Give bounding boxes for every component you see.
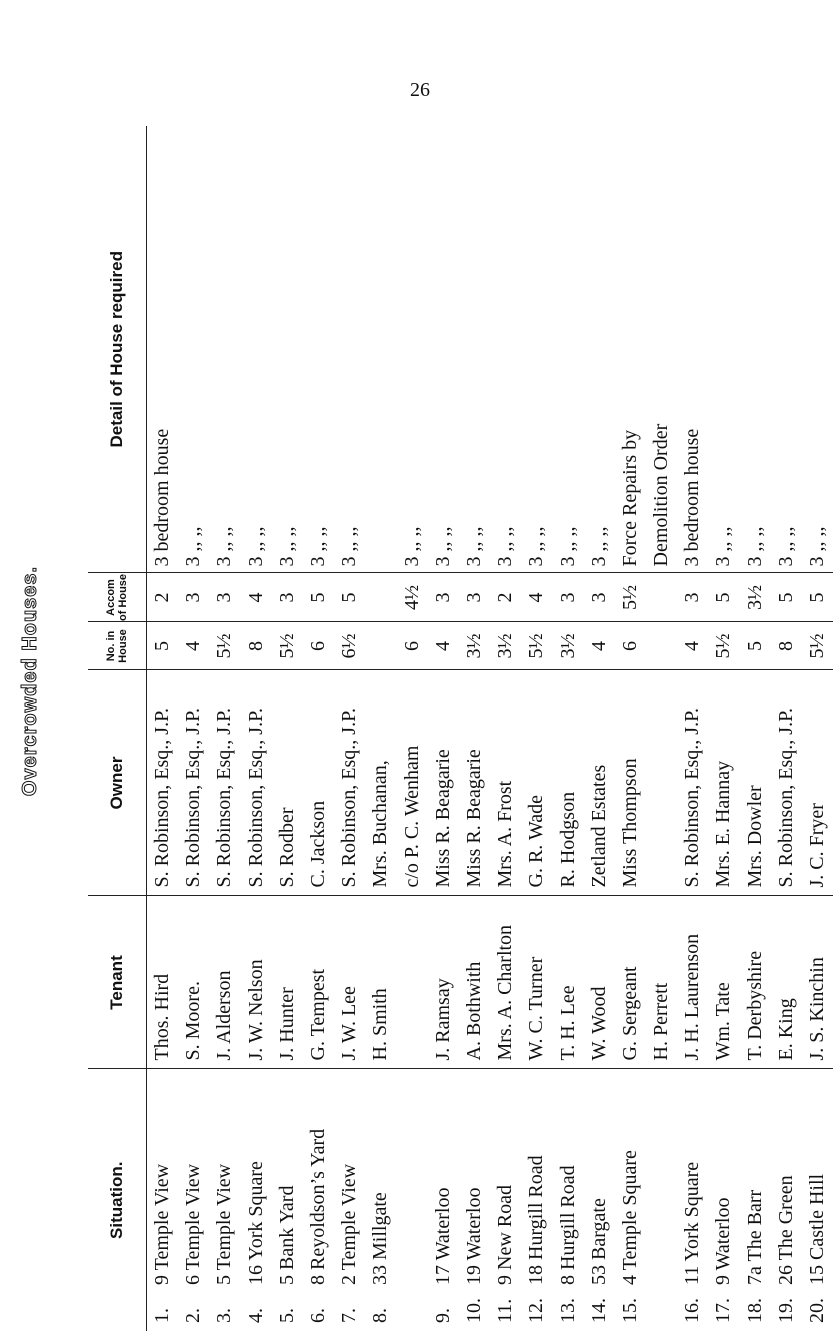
- accom-cell: 3: [178, 573, 209, 622]
- detail-cell: 3 ,, ,,: [396, 126, 427, 573]
- no-in-house-cell: 4: [427, 622, 458, 670]
- situation-text: 9 Temple View: [151, 1163, 174, 1285]
- detail-cell: 3 ,, ,,: [552, 126, 583, 573]
- table-row: [708, 126, 739, 1331]
- situation-cell: [240, 1069, 271, 1331]
- accom-cell: 2: [490, 573, 521, 622]
- accom-cell: 3: [427, 573, 458, 622]
- tenant-cell: J. W. Lee: [334, 896, 365, 1069]
- table-row: [147, 126, 178, 1331]
- situation-text: 17 Waterloo: [431, 1187, 454, 1285]
- detail-cell: 3 bedroom house: [147, 126, 178, 573]
- table-row: [490, 126, 521, 1331]
- accom-cell: 5: [801, 573, 832, 622]
- table-row: [583, 126, 614, 1331]
- owner-cell: R. Hodgson: [552, 670, 583, 896]
- table-row: [396, 126, 427, 1331]
- detail-cell: 3 ,, ,,: [490, 126, 521, 573]
- situation-cell: [552, 1069, 583, 1331]
- no-in-house-cell: 6½: [334, 622, 365, 670]
- detail-cell: 3 ,, ,,: [240, 126, 271, 573]
- header-tenant: Tenant: [88, 896, 147, 1069]
- table-row: [240, 126, 271, 1331]
- row-number: 13.: [556, 1298, 579, 1323]
- situation-cell: [708, 1069, 739, 1331]
- row-number: 19.: [774, 1298, 797, 1323]
- no-in-house-cell: 5½: [521, 622, 552, 670]
- row-number: 5.: [275, 1308, 298, 1323]
- situation-text: 8 Reyoldson’s Yard: [307, 1128, 330, 1285]
- situation-cell: [770, 1069, 801, 1331]
- row-number: 2.: [182, 1308, 205, 1323]
- no-in-house-cell: 6: [302, 622, 333, 670]
- row-number: 6.: [307, 1308, 330, 1323]
- no-in-house-cell: 8: [770, 622, 801, 670]
- accom-cell: 3: [583, 573, 614, 622]
- situation-cell: [365, 1069, 396, 1331]
- owner-cell: J. C. Fryer: [801, 670, 832, 896]
- situation-cell: [739, 1069, 770, 1331]
- owner-cell: Mrs. E. Hannay: [708, 670, 739, 896]
- accom-cell: 5: [302, 573, 333, 622]
- tenant-cell: S. Moore.: [178, 896, 209, 1069]
- tenant-cell: H. Smith: [365, 896, 396, 1069]
- situation-text: 4 Temple Square: [618, 1150, 641, 1285]
- tenant-cell: G. Sergeant: [614, 896, 645, 1069]
- owner-cell: Miss R. Beagarie: [427, 670, 458, 896]
- no-in-house-cell: 5½: [801, 622, 832, 670]
- table-row: [646, 126, 677, 1331]
- detail-cell: 3 ,, ,,: [178, 126, 209, 573]
- owner-cell: Mrs. A. Frost: [490, 670, 521, 896]
- row-number: 14.: [587, 1298, 610, 1323]
- table-row: [209, 126, 240, 1331]
- owner-cell: S. Robinson, Esq., J.P.: [334, 670, 365, 896]
- situation-text: 2 Temple View: [338, 1163, 361, 1285]
- accom-cell: 3: [677, 573, 708, 622]
- owner-cell: Mrs. Buchanan,: [365, 670, 396, 896]
- tenant-cell: J. S. Kinchin: [801, 896, 832, 1069]
- situation-text: 7a The Barr: [743, 1189, 766, 1285]
- detail-cell: 3 ,, ,,: [334, 126, 365, 573]
- tenant-cell: J. H. Laurenson: [677, 896, 708, 1069]
- no-in-house-cell: 5½: [209, 622, 240, 670]
- situation-text: 5 Temple View: [213, 1163, 236, 1285]
- row-number: 15.: [618, 1298, 641, 1323]
- situation-text: 26 The Green: [774, 1175, 797, 1285]
- situation-text: 19 Waterloo: [462, 1187, 485, 1285]
- accom-cell: 4: [521, 573, 552, 622]
- situation-text: 15 Castle Hill: [806, 1173, 829, 1285]
- situation-cell: [396, 1069, 427, 1331]
- row-number: 17.: [712, 1298, 735, 1323]
- situation-text: 53 Bargate: [587, 1198, 610, 1285]
- table-row: [334, 126, 365, 1331]
- no-in-house-cell: [646, 622, 677, 670]
- situation-cell: [178, 1069, 209, 1331]
- overcrowded-houses-table-wrapper: [88, 126, 829, 1331]
- tenant-cell: J. Ramsay: [427, 896, 458, 1069]
- page-number: 26: [410, 79, 430, 101]
- no-in-house-cell: 5: [147, 622, 178, 670]
- situation-cell: [583, 1069, 614, 1331]
- accom-cell: 5½: [614, 573, 645, 622]
- situation-cell: [801, 1069, 832, 1331]
- row-number: 7.: [338, 1308, 361, 1323]
- accom-cell: 5: [708, 573, 739, 622]
- header-detail: Detail of House required: [88, 126, 147, 573]
- table-row: [178, 126, 209, 1331]
- side-title: Overcrowded Houses.: [19, 565, 41, 797]
- detail-cell: 3 ,, ,,: [801, 126, 832, 573]
- situation-cell: [147, 1069, 178, 1331]
- table-row: [365, 126, 396, 1331]
- accom-cell: 2: [147, 573, 178, 622]
- row-number: 4.: [244, 1308, 267, 1323]
- detail-cell: 3 ,, ,,: [302, 126, 333, 573]
- situation-cell: [209, 1069, 240, 1331]
- detail-cell: 3 ,, ,,: [209, 126, 240, 573]
- row-number: 16.: [681, 1298, 704, 1323]
- owner-cell: C. Jackson: [302, 670, 333, 896]
- row-number: 3.: [213, 1308, 236, 1323]
- tenant-cell: T. Derbyshire: [739, 896, 770, 1069]
- table-row: [801, 126, 832, 1331]
- detail-cell: 3 ,, ,,: [427, 126, 458, 573]
- situation-text: 9 Waterloo: [712, 1197, 735, 1285]
- accom-cell: 3: [271, 573, 302, 622]
- tenant-cell: W. Wood: [583, 896, 614, 1069]
- table-row: [739, 126, 770, 1331]
- owner-cell: Mrs. Dowler: [739, 670, 770, 896]
- situation-cell: [646, 1069, 677, 1331]
- owner-cell: Miss Thompson: [614, 670, 645, 896]
- accom-cell: 3: [209, 573, 240, 622]
- owner-cell: S. Rodber: [271, 670, 302, 896]
- situation-cell: [334, 1069, 365, 1331]
- no-in-house-cell: 4: [583, 622, 614, 670]
- overcrowded-houses-table: [88, 126, 833, 1331]
- row-number: 11.: [494, 1298, 517, 1323]
- situation-cell: [427, 1069, 458, 1331]
- situation-cell: [458, 1069, 489, 1331]
- situation-cell: [614, 1069, 645, 1331]
- no-in-house-cell: 5: [739, 622, 770, 670]
- row-number: 20.: [806, 1298, 829, 1323]
- detail-cell: 3 ,, ,,: [770, 126, 801, 573]
- situation-text: 6 Temple View: [182, 1163, 205, 1285]
- accom-cell: [365, 573, 396, 622]
- tenant-cell: Wm. Tate: [708, 896, 739, 1069]
- tenant-cell: J. Alderson: [209, 896, 240, 1069]
- accom-cell: [646, 573, 677, 622]
- no-in-house-cell: 6: [614, 622, 645, 670]
- detail-cell: 3 bedroom house: [677, 126, 708, 573]
- situation-cell: [271, 1069, 302, 1331]
- detail-cell: 3 ,, ,,: [739, 126, 770, 573]
- no-in-house-cell: 5½: [708, 622, 739, 670]
- table-row: [552, 126, 583, 1331]
- accom-cell: 3½: [739, 573, 770, 622]
- situation-cell: [677, 1069, 708, 1331]
- header-owner: Owner: [88, 670, 147, 896]
- tenant-cell: H. Perrett: [646, 896, 677, 1069]
- no-in-house-cell: [365, 622, 396, 670]
- tenant-cell: T. H. Lee: [552, 896, 583, 1069]
- situation-text: 9 New Road: [494, 1185, 517, 1285]
- situation-text: 11 York Square: [681, 1161, 704, 1285]
- owner-cell: G. R. Wade: [521, 670, 552, 896]
- header-no-in-house: No. in House: [88, 622, 147, 670]
- situation-cell: [521, 1069, 552, 1331]
- detail-cell: 3 ,, ,,: [271, 126, 302, 573]
- no-in-house-cell: 3½: [552, 622, 583, 670]
- tenant-cell: Thos. Hird: [147, 896, 178, 1069]
- table-row: [770, 126, 801, 1331]
- row-number: 1.: [151, 1308, 174, 1323]
- owner-cell: [646, 670, 677, 896]
- situation-text: 16 York Square: [244, 1161, 267, 1285]
- table-row: [521, 126, 552, 1331]
- detail-cell: 3 ,, ,,: [583, 126, 614, 573]
- detail-cell: Force Repairs by: [614, 126, 645, 573]
- accom-cell: 4: [240, 573, 271, 622]
- row-number: 10.: [462, 1298, 485, 1323]
- accom-cell: 4½: [396, 573, 427, 622]
- table-header-row: [88, 126, 147, 1331]
- owner-cell: S. Robinson, Esq., J.P.: [209, 670, 240, 896]
- row-number: 12.: [525, 1298, 548, 1323]
- no-in-house-cell: 3½: [490, 622, 521, 670]
- row-number: 9.: [431, 1308, 454, 1323]
- situation-text: 8 Hurgill Road: [556, 1165, 579, 1285]
- tenant-cell: [396, 896, 427, 1069]
- table-row: [677, 126, 708, 1331]
- no-in-house-cell: 4: [178, 622, 209, 670]
- tenant-cell: Mrs. A. Charlton: [490, 896, 521, 1069]
- tenant-cell: G. Tempest: [302, 896, 333, 1069]
- no-in-house-cell: 6: [396, 622, 427, 670]
- owner-cell: Zetland Estates: [583, 670, 614, 896]
- detail-cell: 3 ,, ,,: [521, 126, 552, 573]
- no-in-house-cell: 4: [677, 622, 708, 670]
- tenant-cell: E. King: [770, 896, 801, 1069]
- situation-cell: [302, 1069, 333, 1331]
- detail-cell: 3 ,, ,,: [458, 126, 489, 573]
- owner-cell: S. Robinson, Esq., J.P.: [240, 670, 271, 896]
- no-in-house-cell: 5½: [271, 622, 302, 670]
- accom-cell: 3: [458, 573, 489, 622]
- row-number: 8.: [369, 1308, 392, 1323]
- accom-cell: 3: [552, 573, 583, 622]
- owner-cell: Miss R. Beagarie: [458, 670, 489, 896]
- table-row: [427, 126, 458, 1331]
- situation-cell: [490, 1069, 521, 1331]
- owner-cell: c/o P. C. Wenham: [396, 670, 427, 896]
- header-accom-of-house: Accom of House: [88, 573, 147, 622]
- header-situation: Situation.: [88, 1069, 147, 1331]
- tenant-cell: A. Bothwith: [458, 896, 489, 1069]
- situation-text: 18 Hurgill Road: [525, 1155, 548, 1285]
- table-row: [458, 126, 489, 1331]
- table-row: [271, 126, 302, 1331]
- tenant-cell: W. C. Turner: [521, 896, 552, 1069]
- owner-cell: S. Robinson, Esq., J.P.: [677, 670, 708, 896]
- no-in-house-cell: 8: [240, 622, 271, 670]
- owner-cell: S. Robinson, Esq., J.P.: [178, 670, 209, 896]
- owner-cell: S. Robinson, Esq., J.P.: [770, 670, 801, 896]
- detail-cell: [365, 126, 396, 573]
- accom-cell: 5: [334, 573, 365, 622]
- detail-cell: 3 ,, ,,: [708, 126, 739, 573]
- table-row: [614, 126, 645, 1331]
- situation-text: 33 Millgate: [369, 1192, 392, 1285]
- accom-cell: 5: [770, 573, 801, 622]
- tenant-cell: J. Hunter: [271, 896, 302, 1069]
- row-number: 18.: [743, 1298, 766, 1323]
- tenant-cell: J. W. Nelson: [240, 896, 271, 1069]
- detail-cell: Demolition Order: [646, 126, 677, 573]
- owner-cell: S. Robinson, Esq., J.P.: [147, 670, 178, 896]
- situation-text: 5 Bank Yard: [275, 1185, 298, 1285]
- table-row: [302, 126, 333, 1331]
- no-in-house-cell: 3½: [458, 622, 489, 670]
